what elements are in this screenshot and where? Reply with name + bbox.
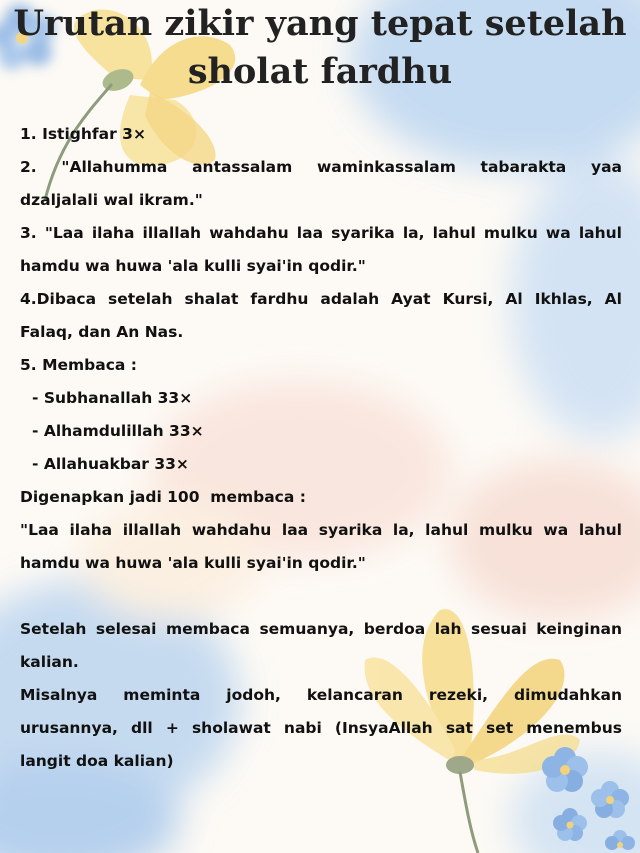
example-line-3: langit doa kalian): [20, 752, 174, 770]
spacer: [20, 580, 622, 613]
step-5: 5. Membaca :: [20, 356, 137, 374]
sub-item-allahuakbar: - Allahuakbar 33×: [32, 455, 189, 473]
step-1: 1. Istighfar 3×: [20, 125, 146, 143]
page-title-line-1: Urutan zikir yang tepat setelah: [13, 3, 627, 44]
sub-item-subhanallah: - Subhanallah 33×: [32, 389, 193, 407]
closing-line-2: kalian.: [20, 653, 79, 671]
step-2-line-1: 2. "Allahumma antassalam waminkassalam tabarakta yaa: [20, 158, 622, 176]
example-line-1: Misalnya meminta jodoh, kelancaran rezeki, dimudahkan: [20, 686, 622, 704]
page-title-line-2: sholat fardhu: [187, 51, 453, 92]
step-4-line-2: Falaq, dan An Nas.: [20, 323, 184, 341]
complete-100-heading: Digenapkan jadi 100 membaca :: [20, 488, 306, 506]
dzikir-content: [20, 118, 622, 778]
sub-item-alhamdulillah: - Alhamdulillah 33×: [32, 422, 204, 440]
example-line-2: urusannya, dll + sholawat nabi (InsyaAllah sat set menembus: [20, 719, 622, 737]
step-4-line-1: 4.Dibaca setelah shalat fardhu adalah Ayat Kursi, Al Ikhlas, Al: [20, 290, 622, 308]
step-3-line-1: 3. "Laa ilaha illallah wahdahu laa syarika la, lahul mulku wa lahul: [20, 224, 622, 242]
step-2-line-2: dzaljalali wal ikram.": [20, 191, 203, 209]
dzikir-line-1: "Laa ilaha illallah wahdahu laa syarika la, lahul mulku wa lahul: [20, 521, 622, 539]
dzikir-line-2: hamdu wa huwa 'ala kulli syai'in qodir.": [20, 554, 366, 572]
closing-line-1: Setelah selesai membaca semuanya, berdoa lah sesuai keinginan: [20, 620, 622, 638]
step-3-line-2: hamdu wa huwa 'ala kulli syai'in qodir.": [20, 257, 366, 275]
